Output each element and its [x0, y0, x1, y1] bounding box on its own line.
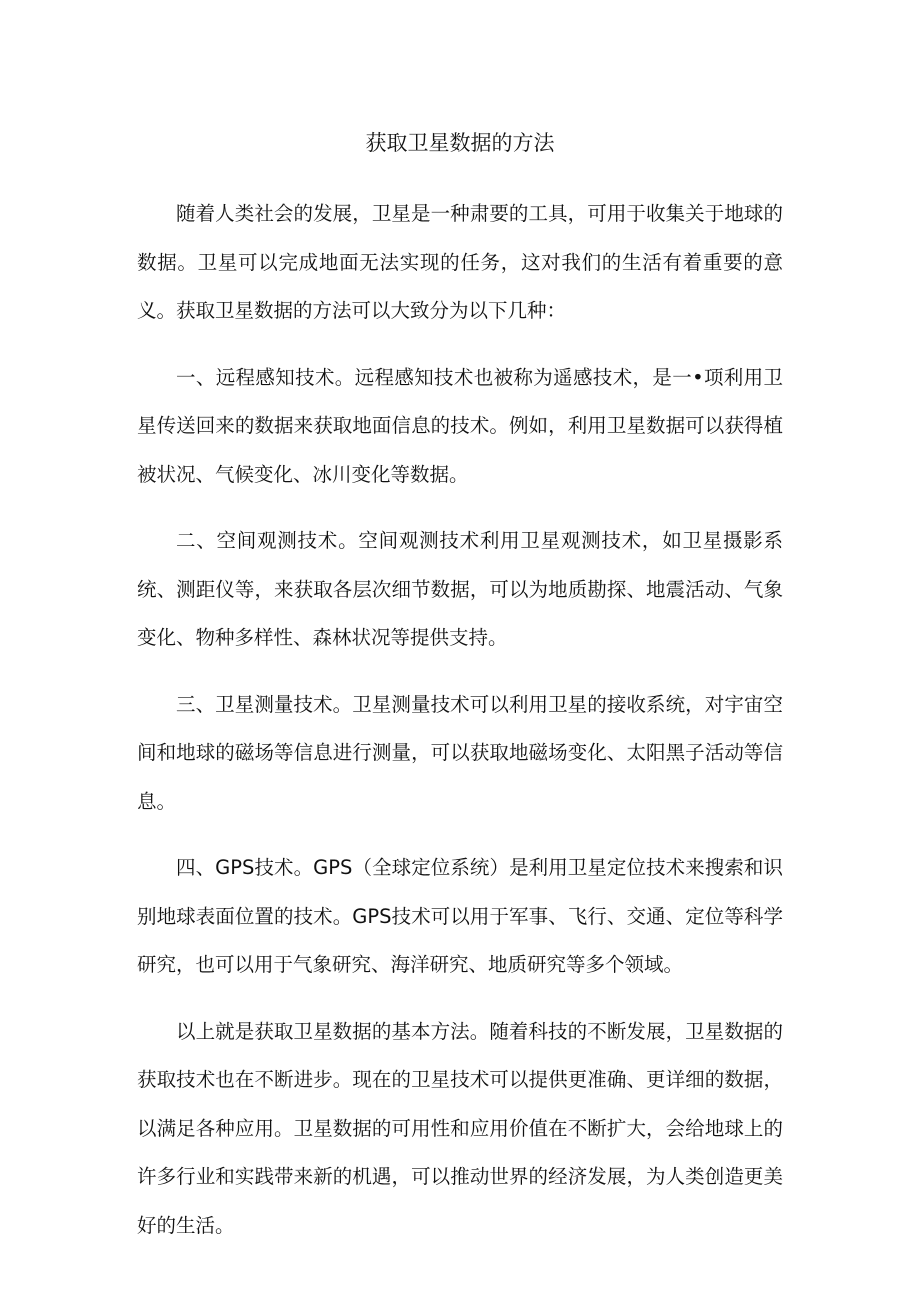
document-body	[137, 190, 783, 1268]
document-title: 获取卫星数据的方法	[365, 131, 555, 155]
paragraph-conclusion: 以上就是获取卫星数据的基本方法。随着科技的不断发展，卫星数据的获取技术也在不断进步。现在的卫星技术可以提供更准确、更详细的数据，以满足各种应用。卫星数据的可用性和应用价值在不断扩大，会给地球上的许多行业和实践带来新的机遇，可以推动世界的经济发展，为人类创造更美好的生活。	[137, 1019, 783, 1237]
paragraph-space-observation: 二、空间观测技术。空间观测技术利用卫星观测技术，如卫星摄影系统、测距仪等，来获取各层次细节数据，可以为地质勘探、地震活动、气象变化、物种多样性、森林状况等提供支持。	[137, 529, 783, 649]
paragraph-satellite-measurement: 三、卫星测量技术。卫星测量技术可以利用卫星的接收系统，对宇宙空间和地球的磁场等信息进行测量，可以获取地磁场变化、太阳黑子活动等信息。	[137, 692, 783, 813]
paragraph-intro: 随着人类社会的发展，卫星是一种肃要的工具，可用于收集关于地球的数据。卫星可以完成地面无法实现的任务，这对我们的生活有着重要的意义。获取卫星数据的方法可以大致分为以下几种：	[137, 202, 783, 322]
paragraph-remote-sensing: 一、远程感知技术。远程感知技术也被称为遥感技术，是一•项利用卫星传送回来的数据来获取地面信息的技术。例如，利用卫星数据可以获得植被状况、气候变化、冰川变化等数据。	[137, 365, 783, 486]
paragraph-gps: 四、GPS技术。GPS（全球定位系统）是利用卫星定位技术来搜索和识别地球表面位置的技术。GPS技术可以用于军事、飞行、交通、定位等科学研究，也可以用于气象研究、海洋研究、地质研究等多个领域。	[137, 856, 783, 976]
